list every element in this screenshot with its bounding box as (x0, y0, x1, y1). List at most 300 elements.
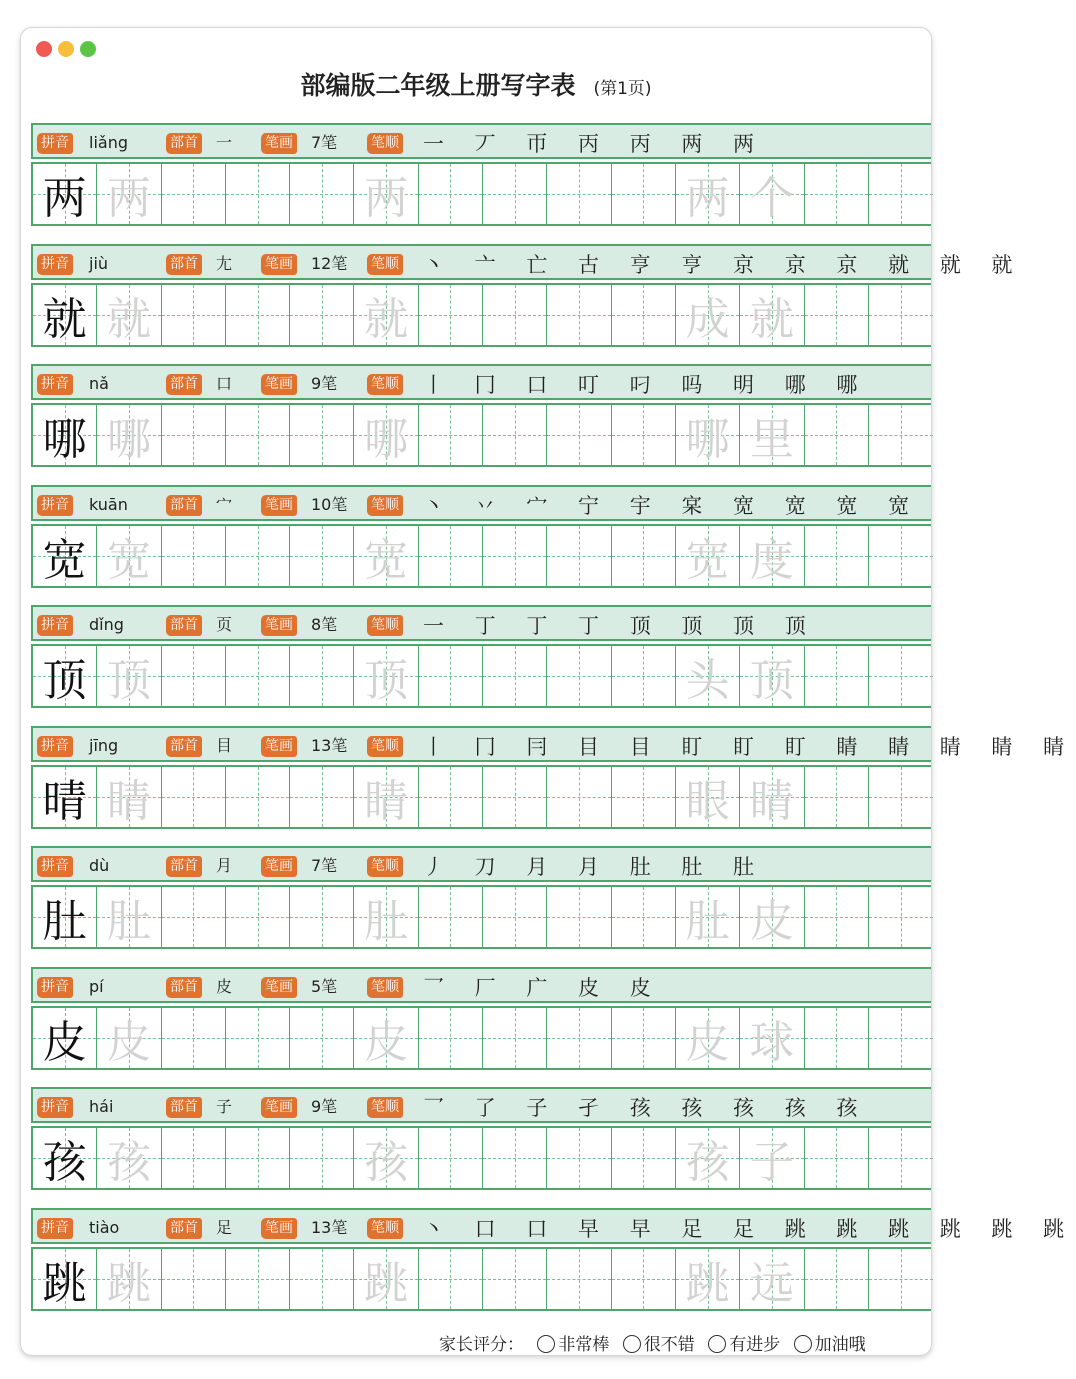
strokes-value: 7笔 (311, 133, 338, 152)
trace-character: 肚 (685, 896, 730, 947)
character-row (31, 605, 931, 726)
writing-cell[interactable] (226, 767, 290, 827)
writing-cell[interactable] (483, 887, 547, 947)
writing-grid (31, 162, 931, 226)
character-info-bar (31, 967, 931, 1003)
writing-cell[interactable] (354, 526, 418, 586)
writing-cell[interactable] (483, 164, 547, 224)
radical-value: 足 (216, 1217, 233, 1237)
writing-cell[interactable] (805, 1008, 869, 1068)
writing-cell[interactable] (740, 767, 804, 827)
trace-character: 跳 (106, 1257, 151, 1309)
pinyin-label: 拼音 (37, 977, 73, 998)
writing-cell[interactable] (419, 767, 483, 827)
stroke-order-sequence: 一 丁 丁 丁 顶 顶 顶 顶 (423, 614, 818, 638)
rating-option-keep-going[interactable]: 加油哦 (794, 1330, 866, 1355)
pinyin-label: 拼音 (37, 495, 73, 516)
strokes-value: 10笔 (311, 494, 348, 514)
strokes-label: 笔画 (261, 977, 297, 998)
window-controls (36, 41, 96, 57)
strokes-label: 笔画 (261, 856, 297, 877)
trace-character: 顶 (106, 655, 151, 706)
trace-character: 眼 (685, 775, 730, 827)
writing-cell[interactable] (162, 405, 226, 465)
radical-value: 月 (216, 856, 233, 875)
radical-label: 部首 (166, 615, 202, 636)
close-window-button[interactable] (36, 41, 52, 57)
model-character: 肚 (42, 896, 87, 947)
app-window (20, 27, 1076, 1356)
writing-cell[interactable] (740, 164, 804, 224)
trace-character: 度 (749, 534, 794, 586)
writing-cell[interactable] (162, 285, 226, 345)
trace-character: 孩 (685, 1137, 730, 1188)
stroke-order-sequence: 丶 口 口 早 早 足 足 跳 跳 跳 跳 跳 跳 (423, 1216, 1076, 1241)
character-row (31, 364, 931, 485)
stroke-order-label: 笔顺 (367, 374, 403, 395)
writing-cell[interactable] (805, 1249, 869, 1309)
writing-cell[interactable] (869, 1008, 933, 1068)
writing-cell[interactable] (290, 767, 354, 827)
pinyin-value: jīng (89, 735, 119, 755)
stroke-order-sequence: 丶 亠 亡 古 亨 亨 京 京 京 就 就 就 (423, 252, 1025, 277)
rating-option-excellent[interactable]: 非常棒 (537, 1330, 609, 1355)
writing-cell[interactable] (547, 526, 611, 586)
model-character: 跳 (42, 1257, 87, 1309)
radical-value: 一 (216, 133, 233, 152)
writing-cell[interactable] (612, 646, 676, 706)
radical-value: 口 (216, 374, 233, 393)
writing-cell[interactable] (869, 1128, 933, 1188)
writing-cell[interactable] (869, 646, 933, 706)
character-row (31, 967, 931, 1088)
writing-cell[interactable] (547, 887, 611, 947)
trace-character: 宽 (685, 534, 730, 586)
writing-cell[interactable] (676, 526, 740, 586)
stroke-order-label: 笔顺 (367, 495, 403, 516)
writing-cell[interactable] (483, 1008, 547, 1068)
writing-cell[interactable] (676, 405, 740, 465)
writing-cell[interactable] (740, 285, 804, 345)
trace-character: 哪 (364, 414, 409, 465)
writing-cell[interactable] (612, 285, 676, 345)
strokes-label: 笔画 (261, 736, 297, 757)
writing-cell[interactable] (290, 526, 354, 586)
character-row (31, 726, 1076, 847)
writing-cell[interactable] (483, 526, 547, 586)
writing-cell[interactable] (805, 1128, 869, 1188)
radical-value: 宀 (216, 494, 233, 514)
writing-cell[interactable] (97, 646, 161, 706)
writing-cell[interactable] (33, 646, 97, 706)
writing-cell[interactable] (740, 1249, 804, 1309)
writing-cell[interactable] (740, 1128, 804, 1188)
radical-label: 部首 (166, 1218, 202, 1239)
writing-cell[interactable] (162, 1249, 226, 1309)
writing-cell[interactable] (226, 1128, 290, 1188)
stroke-order-label: 笔顺 (367, 1097, 403, 1118)
writing-cell[interactable] (226, 1008, 290, 1068)
writing-cell[interactable] (612, 767, 676, 827)
model-character: 顶 (42, 655, 87, 706)
writing-cell[interactable] (162, 887, 226, 947)
writing-cell[interactable] (869, 767, 933, 827)
writing-cell[interactable] (290, 887, 354, 947)
writing-cell[interactable] (290, 285, 354, 345)
page-number: (第1页) (593, 79, 652, 99)
writing-cell[interactable] (676, 767, 740, 827)
character-info-bar (31, 1208, 1076, 1244)
writing-cell[interactable] (740, 1008, 804, 1068)
pinyin-label: 拼音 (37, 615, 73, 636)
writing-cell[interactable] (33, 1249, 97, 1309)
writing-cell[interactable] (869, 887, 933, 947)
writing-grid (31, 1126, 931, 1190)
strokes-label: 笔画 (261, 133, 297, 154)
writing-cell[interactable] (290, 405, 354, 465)
stroke-order-label: 笔顺 (367, 736, 403, 757)
writing-grid (31, 644, 931, 708)
writing-cell[interactable] (354, 164, 418, 224)
radio-icon[interactable] (794, 1335, 812, 1353)
writing-cell[interactable] (676, 887, 740, 947)
strokes-label: 笔画 (261, 374, 297, 395)
strokes-value: 12笔 (311, 253, 348, 273)
writing-cell[interactable] (805, 164, 869, 224)
trace-character: 头 (685, 655, 730, 706)
pinyin-label: 拼音 (37, 254, 73, 275)
strokes-label: 笔画 (261, 1218, 297, 1239)
writing-cell[interactable] (419, 164, 483, 224)
writing-cell[interactable] (226, 887, 290, 947)
trace-character: 跳 (685, 1257, 730, 1309)
trace-character: 两 (106, 173, 151, 224)
writing-cell[interactable] (676, 1128, 740, 1188)
radio-icon[interactable] (537, 1335, 555, 1353)
writing-cell[interactable] (162, 1008, 226, 1068)
trace-character: 两 (685, 173, 730, 224)
writing-cell[interactable] (162, 767, 226, 827)
writing-cell[interactable] (483, 646, 547, 706)
strokes-value: 9笔 (311, 374, 338, 393)
trace-character: 跳 (364, 1257, 409, 1309)
stroke-order-label: 笔顺 (367, 133, 403, 154)
writing-cell[interactable] (483, 405, 547, 465)
writing-cell[interactable] (483, 1249, 547, 1309)
model-character: 皮 (42, 1016, 87, 1068)
writing-cell[interactable] (97, 1008, 161, 1068)
strokes-value: 9笔 (311, 1097, 338, 1116)
rating-option-progress[interactable]: 有进步 (708, 1330, 780, 1355)
stroke-order-label: 笔顺 (367, 615, 403, 636)
writing-grid (31, 283, 931, 347)
radical-label: 部首 (166, 374, 202, 395)
pinyin-value: jiù (89, 253, 109, 273)
pinyin-label: 拼音 (37, 856, 73, 877)
writing-cell[interactable] (33, 164, 97, 224)
writing-cell[interactable] (612, 1128, 676, 1188)
pinyin-label: 拼音 (37, 736, 73, 757)
writing-cell[interactable] (483, 285, 547, 345)
writing-cell[interactable] (419, 1008, 483, 1068)
trace-character: 孩 (106, 1137, 151, 1188)
model-character: 两 (42, 173, 87, 224)
trace-character: 睛 (364, 775, 409, 827)
writing-cell[interactable] (547, 1008, 611, 1068)
radical-value: 子 (216, 1097, 233, 1116)
writing-cell[interactable] (226, 285, 290, 345)
writing-cell[interactable] (290, 646, 354, 706)
writing-cell[interactable] (33, 1128, 97, 1188)
writing-cell[interactable] (354, 1249, 418, 1309)
stroke-order-sequence: 丨 冂 口 叮 叼 吗 明 哪 哪 (423, 373, 870, 397)
character-info-bar (31, 846, 931, 882)
writing-cell[interactable] (226, 164, 290, 224)
pinyin-value: liǎng (89, 133, 128, 152)
writing-cell[interactable] (226, 1249, 290, 1309)
strokes-label: 笔画 (261, 495, 297, 516)
writing-cell[interactable] (419, 1249, 483, 1309)
writing-cell[interactable] (354, 285, 418, 345)
writing-cell[interactable] (290, 1249, 354, 1309)
writing-cell[interactable] (33, 405, 97, 465)
writing-cell[interactable] (354, 887, 418, 947)
maximize-window-button[interactable] (80, 41, 96, 57)
writing-cell[interactable] (547, 285, 611, 345)
pinyin-value: kuān (89, 494, 128, 514)
character-info-bar (31, 1087, 931, 1123)
character-info-bar (31, 605, 931, 641)
character-row (31, 485, 931, 606)
radical-value: 皮 (216, 976, 233, 996)
radio-icon[interactable] (623, 1335, 641, 1353)
writing-cell[interactable] (869, 405, 933, 465)
trace-character: 顶 (749, 655, 794, 706)
writing-cell[interactable] (290, 1008, 354, 1068)
writing-grid (31, 524, 931, 588)
writing-cell[interactable] (33, 767, 97, 827)
writing-cell[interactable] (612, 526, 676, 586)
writing-cell[interactable] (97, 1249, 161, 1309)
writing-cell[interactable] (869, 526, 933, 586)
trace-character: 皮 (364, 1016, 409, 1068)
writing-cell[interactable] (162, 526, 226, 586)
writing-cell[interactable] (805, 285, 869, 345)
radical-value: 页 (216, 615, 233, 634)
writing-cell[interactable] (226, 526, 290, 586)
pinyin-value: nǎ (89, 374, 109, 393)
writing-cell[interactable] (547, 767, 611, 827)
writing-cell[interactable] (354, 646, 418, 706)
writing-cell[interactable] (483, 767, 547, 827)
writing-cell[interactable] (290, 164, 354, 224)
stroke-order-sequence: 丶 丷 宀 宁 宇 宲 宽 宽 宽 宽 (423, 493, 922, 518)
model-character: 就 (42, 293, 87, 345)
writing-cell[interactable] (547, 405, 611, 465)
pinyin-value: tiào (89, 1217, 120, 1237)
writing-cell[interactable] (612, 1249, 676, 1309)
writing-cell[interactable] (354, 405, 418, 465)
writing-cell[interactable] (162, 646, 226, 706)
strokes-value: 7笔 (311, 856, 338, 875)
radical-label: 部首 (166, 977, 202, 998)
strokes-value: 8笔 (311, 615, 338, 634)
stroke-order-sequence: 一 丆 帀 丙 丙 两 两 (423, 132, 767, 156)
trace-character: 远 (749, 1257, 794, 1309)
writing-cell[interactable] (354, 767, 418, 827)
pinyin-label: 拼音 (37, 374, 73, 395)
writing-cell[interactable] (419, 405, 483, 465)
writing-cell[interactable] (97, 767, 161, 827)
pinyin-label: 拼音 (37, 133, 73, 154)
trace-character: 就 (749, 293, 794, 345)
writing-cell[interactable] (740, 646, 804, 706)
writing-cell[interactable] (33, 526, 97, 586)
writing-cell[interactable] (805, 646, 869, 706)
radical-label: 部首 (166, 495, 202, 516)
writing-cell[interactable] (162, 164, 226, 224)
writing-cell[interactable] (740, 887, 804, 947)
stroke-order-label: 笔顺 (367, 977, 403, 998)
writing-cell[interactable] (290, 1128, 354, 1188)
writing-cell[interactable] (805, 767, 869, 827)
model-character: 哪 (42, 414, 87, 465)
writing-cell[interactable] (226, 405, 290, 465)
sheet-title: 部编版二年级上册写字表 (300, 71, 576, 100)
writing-cell[interactable] (740, 405, 804, 465)
writing-cell[interactable] (547, 1249, 611, 1309)
writing-cell[interactable] (354, 1128, 418, 1188)
writing-cell[interactable] (676, 285, 740, 345)
writing-cell[interactable] (419, 1128, 483, 1188)
writing-cell[interactable] (354, 1008, 418, 1068)
writing-cell[interactable] (33, 285, 97, 345)
pinyin-label: 拼音 (37, 1097, 73, 1118)
writing-cell[interactable] (676, 646, 740, 706)
writing-cell[interactable] (419, 285, 483, 345)
writing-cell[interactable] (97, 164, 161, 224)
writing-cell[interactable] (419, 526, 483, 586)
writing-cell[interactable] (547, 1128, 611, 1188)
writing-cell[interactable] (97, 1128, 161, 1188)
trace-character: 球 (749, 1016, 794, 1068)
writing-cell[interactable] (740, 526, 804, 586)
trace-character: 顶 (364, 655, 409, 706)
writing-grid (31, 1247, 931, 1311)
writing-cell[interactable] (676, 164, 740, 224)
writing-cell[interactable] (612, 405, 676, 465)
stroke-order-label: 笔顺 (367, 254, 403, 275)
writing-grid (31, 403, 931, 467)
trace-character: 个 (749, 173, 794, 224)
strokes-value: 5笔 (311, 976, 338, 996)
trace-character: 孩 (364, 1137, 409, 1188)
radical-label: 部首 (166, 736, 202, 757)
writing-cell[interactable] (612, 1008, 676, 1068)
writing-cell[interactable] (805, 887, 869, 947)
stroke-order-sequence: 乛 了 子 孑 孩 孩 孩 孩 孩 (423, 1096, 870, 1120)
stroke-order-sequence: 乛 厂 广 皮 皮 (423, 975, 663, 1000)
character-info-bar (31, 123, 931, 159)
trace-character: 成 (685, 293, 730, 345)
writing-cell[interactable] (97, 405, 161, 465)
stroke-order-sequence: 丿 刀 月 月 肚 肚 肚 (423, 855, 767, 879)
trace-character: 皮 (749, 896, 794, 947)
writing-cell[interactable] (547, 646, 611, 706)
writing-cell[interactable] (33, 1008, 97, 1068)
pinyin-value: dǐng (89, 615, 124, 634)
minimize-window-button[interactable] (58, 41, 74, 57)
character-info-bar (31, 485, 931, 521)
writing-cell[interactable] (676, 1249, 740, 1309)
writing-grid (31, 1006, 931, 1070)
pinyin-value: hái (89, 1097, 114, 1116)
writing-cell[interactable] (869, 164, 933, 224)
trace-character: 睛 (749, 775, 794, 827)
model-character: 晴 (42, 775, 87, 827)
stroke-order-label: 笔顺 (367, 1218, 403, 1239)
page-title (21, 66, 931, 102)
writing-cell[interactable] (33, 887, 97, 947)
trace-character: 哪 (106, 414, 151, 465)
writing-cell[interactable] (162, 1128, 226, 1188)
writing-cell[interactable] (869, 1249, 933, 1309)
trace-character: 睛 (106, 775, 151, 827)
trace-character: 肚 (364, 896, 409, 947)
radical-label: 部首 (166, 254, 202, 275)
model-character: 宽 (42, 534, 87, 586)
writing-cell[interactable] (483, 1128, 547, 1188)
writing-cell[interactable] (419, 887, 483, 947)
writing-cell[interactable] (676, 1008, 740, 1068)
radical-label: 部首 (166, 856, 202, 877)
writing-grid (31, 885, 931, 949)
strokes-value: 13笔 (311, 1217, 348, 1237)
writing-cell[interactable] (547, 164, 611, 224)
writing-cell[interactable] (419, 646, 483, 706)
strokes-label: 笔画 (261, 254, 297, 275)
trace-character: 皮 (106, 1016, 151, 1068)
writing-cell[interactable] (97, 285, 161, 345)
character-info-bar (31, 726, 1076, 762)
writing-cell[interactable] (805, 405, 869, 465)
model-character: 孩 (42, 1137, 87, 1188)
writing-grid (31, 765, 931, 829)
parent-rating (439, 1330, 866, 1355)
stroke-order-sequence: 丨 冂 冃 目 目 盯 盯 盯 睛 睛 睛 睛 睛 (423, 734, 1076, 759)
pinyin-value: pí (89, 976, 104, 996)
writing-cell[interactable] (97, 526, 161, 586)
radio-icon[interactable] (708, 1335, 726, 1353)
writing-cell[interactable] (869, 285, 933, 345)
character-row (31, 123, 931, 244)
writing-cell[interactable] (226, 646, 290, 706)
character-row (31, 1208, 1076, 1329)
writing-cell[interactable] (805, 526, 869, 586)
radical-label: 部首 (166, 133, 202, 154)
rating-option-good[interactable]: 很不错 (623, 1330, 695, 1355)
character-rows (31, 123, 1076, 1328)
strokes-label: 笔画 (261, 615, 297, 636)
pinyin-label: 拼音 (37, 1218, 73, 1239)
writing-cell[interactable] (612, 164, 676, 224)
writing-cell[interactable] (612, 887, 676, 947)
writing-cell[interactable] (97, 887, 161, 947)
trace-character: 里 (749, 414, 794, 465)
character-info-bar (31, 364, 931, 400)
character-info-bar (31, 244, 1025, 280)
radical-value: 尢 (216, 253, 233, 273)
